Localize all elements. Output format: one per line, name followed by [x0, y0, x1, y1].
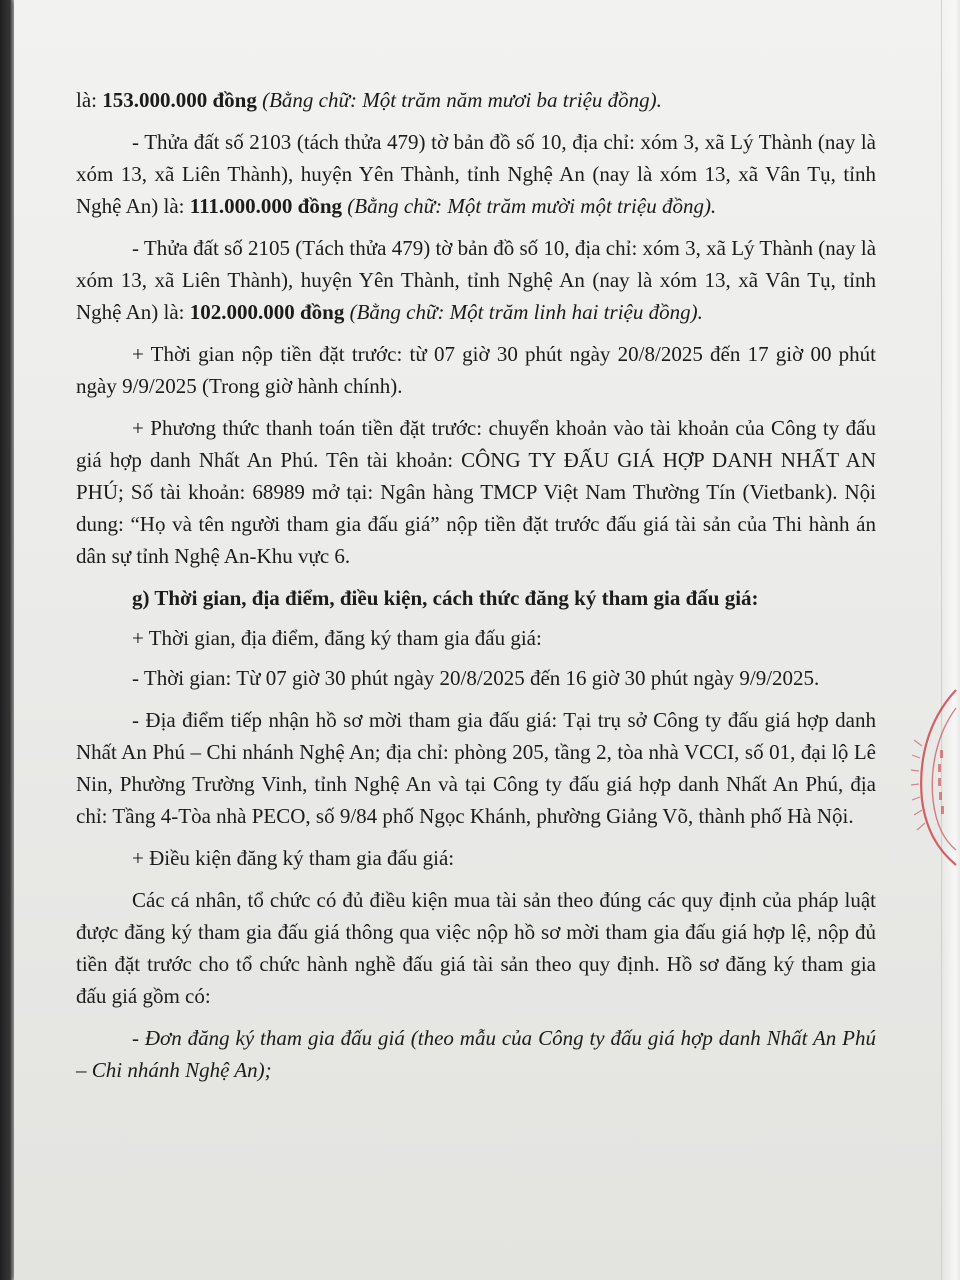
paragraph-plot-2105 [76, 232, 876, 328]
paragraph-registration-time: - Thời gian: Từ 07 giờ 30 phút ngày 20/8/2025 đến 16 giờ 30 phút ngày 9/9/2025. [132, 666, 820, 690]
paragraph-registration-conditions: + Điều kiện đăng ký tham gia đấu giá: [132, 846, 455, 870]
paragraph-payment-method: + Phương thức thanh toán tiền đặt trước: chuyển khoản vào tài khoản của Công ty đấu giá hợp danh Nhất An Phú. Tên tài khoản: CÔNG TY ĐẤU GIÁ HỢP DANH NHẤT AN PHÚ; Số tài khoản: 68989 mở tại: Ngân hàng TMCP Việt Nam Thường Tín (Vietbank). Nội dung: “Họ và tên người tham gia đấu giá” nộp tiền đặt trước đấu giá tài sản của Thi hành án dân sự tỉnh Nghệ An-Khu vực 6. [76, 416, 876, 568]
document-page [14, 0, 960, 1280]
paragraph-deposit-time: + Thời gian nộp tiền đặt trước: từ 07 giờ 30 phút ngày 20/8/2025 đến 17 giờ 00 phút ngày 9/9/2025 (Trong giờ hành chính). [76, 342, 876, 398]
red-seal-stamp-partial [908, 680, 958, 870]
deposit-amount: 102.000.000 đồng [189, 300, 345, 324]
paragraph-registration-location: - Địa điểm tiếp nhận hồ sơ mời tham gia đấu giá: Tại trụ sở Công ty đấu giá hợp danh Nhất An Phú – Chi nhánh Nghệ An; địa chỉ: phòng 205, tầng 2, tòa nhà VCCI, số 01, đại lộ Lê Nin, Phường Trường Vinh, tỉnh Nghệ An và tại Công ty đấu giá hợp danh Nhất An Phú, địa chỉ: Tầng 4-Tòa nhà PECO, số 9/84 phố Ngọc Khánh, phường Giảng Võ, thành phố Hà Nội. [76, 708, 876, 828]
amount-in-words: (Bằng chữ: Một trăm linh hai triệu đồng). [344, 300, 703, 324]
paragraph-deposit-153 [76, 84, 876, 116]
paragraph-application-form: - Đơn đăng ký tham gia đấu giá (theo mẫu của Công ty đấu giá hợp danh Nhất An Phú – Chi nhánh Nghệ An); [76, 1026, 876, 1082]
deposit-amount: 153.000.000 đồng [102, 88, 257, 112]
amount-in-words: (Bằng chữ: Một trăm năm mươi ba triệu đồng). [256, 88, 662, 112]
paragraph-text: - Thửa đất số 2105 (Tách thửa 479) tờ bản đồ số 10, địa chỉ: xóm 3, xã Lý Thành (nay là xóm 13, xã Liên Thành), huyện Yên Thành, tỉnh Nghệ An (nay là xóm 13, xã Vân Tụ, tỉnh Nghệ An) là: [76, 236, 877, 324]
paragraph-plot-2103 [76, 126, 876, 222]
amount-in-words: (Bằng chữ: Một trăm mười một triệu đồng). [342, 194, 717, 218]
paragraph-registration-time-place: + Thời gian, địa điểm, đăng ký tham gia đấu giá: [132, 626, 542, 650]
section-heading-g: g) Thời gian, địa điểm, điều kiện, cách thức đăng ký tham gia đấu giá: [132, 586, 759, 610]
paragraph-text: là: [76, 88, 103, 112]
deposit-amount: 111.000.000 đồng [189, 194, 343, 218]
page-edge-shadow [941, 0, 960, 1280]
paragraph-text: - Thửa đất số 2103 (tách thửa 479) tờ bản đồ số 10, địa chỉ: xóm 3, xã Lý Thành (nay là xóm 13, xã Liên Thành), huyện Yên Thành, tỉnh Nghệ An (nay là xóm 13, xã Vân Tụ, tỉnh Nghệ An) là: [76, 130, 876, 218]
document-body [76, 84, 876, 1096]
paragraph-eligibility: Các cá nhân, tổ chức có đủ điều kiện mua tài sản theo đúng các quy định của pháp luật được đăng ký tham gia đấu giá thông qua việc nộp hồ sơ mời tham gia đấu giá hợp lệ, nộp đủ tiền đặt trước cho tổ chức hành nghề đấu giá tài sản theo quy định. Hồ sơ đăng ký tham gia đấu giá gồm có: [76, 888, 876, 1008]
